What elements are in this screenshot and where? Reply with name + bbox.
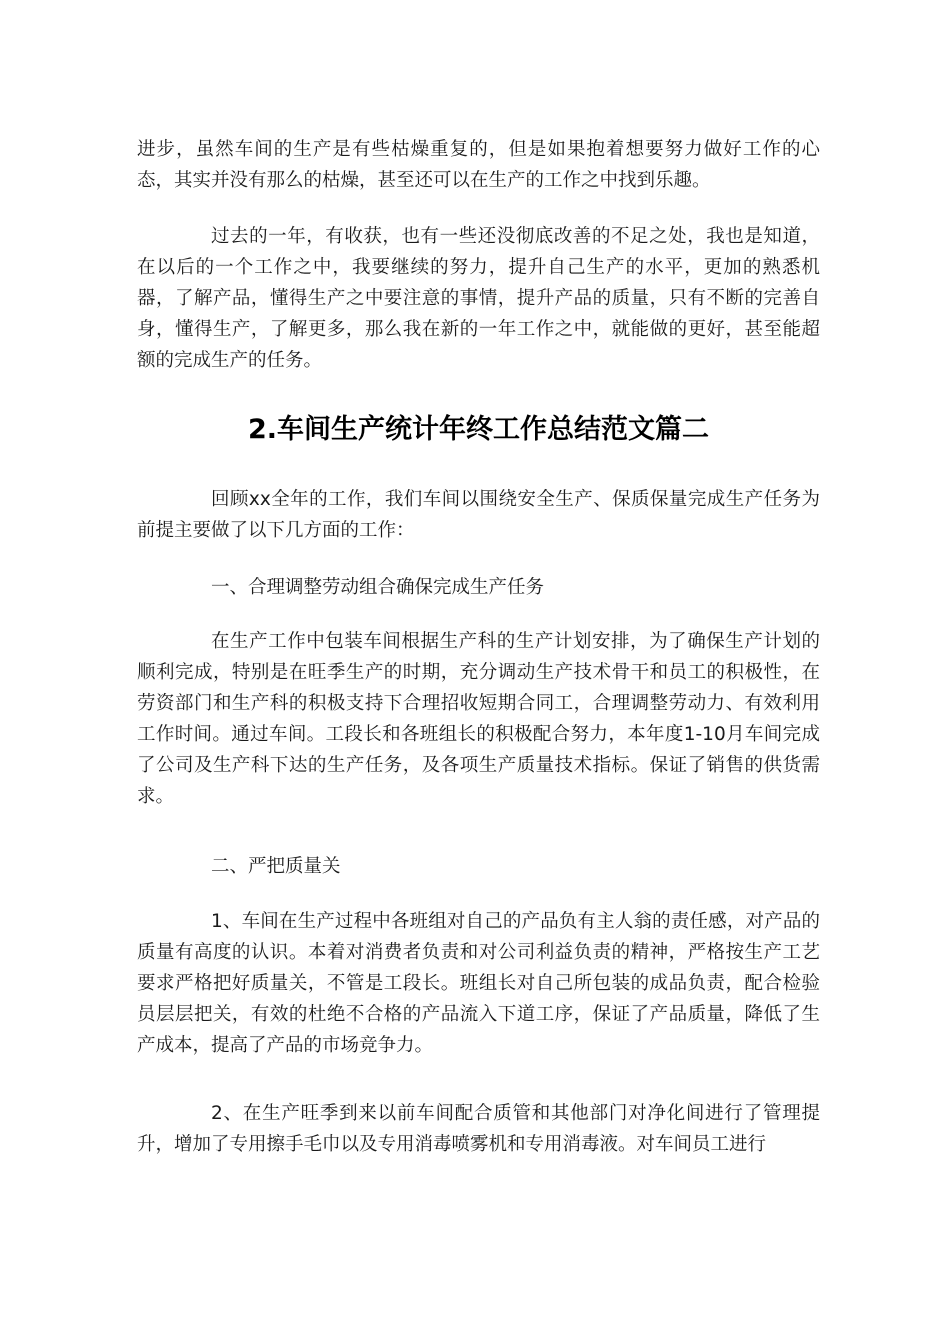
- paragraph-labor: 在生产工作中包装车间根据生产科的生产计划安排，为了确保生产计划的顺利完成，特别是在旺季生产的时期，充分调动生产技术骨干和员工的积极性，在劳资部门和生产科的积极支持下合理招收短期合同工，合理调整劳动力、有效利用工作时间。通过车间。工段长和各班组长的积极配合努力，本年度1-10月车间完成了公司及生产科下达的生产任务，及各项生产质量技术指标。保证了销售的供货需求。: [137, 631, 820, 807]
- subheading-labor: 一、合理调整劳动组合确保完成生产任务: [211, 577, 545, 598]
- paragraph-quality-1: 1、车间在生产过程中各班组对自己的产品负有主人翁的责任感，对产品的质量有高度的认识。本着对消费者负责和对公司利益负责的精神，严格按生产工艺要求严格把好质量关，不管是工段长。班组长对自己所包装的成品负责，配合检验员层层把关，有效的杜绝不合格的产品流入下道工序，保证了产品质量，降低了生产成本，提高了产品的市场竞争力。: [137, 911, 820, 1056]
- paragraph-quality-2: 2、在生产旺季到来以前车间配合质管和其他部门对净化间进行了管理提升，增加了专用擦手毛巾以及专用消毒喷雾机和专用消毒液。对车间员工进行: [137, 1103, 820, 1155]
- paragraph-review: 回顾xx全年的工作，我们车间以围绕安全生产、保质保量完成生产任务为前提主要做了以下几方面的工作：: [137, 489, 820, 541]
- subheading-quality: 二、严把质量关: [211, 856, 341, 877]
- paragraph-past-year: 过去的一年，有收获，也有一些还没彻底改善的不足之处，我也是知道，在以后的一个工作之中，我要继续的努力，提升自己生产的水平，更加的熟悉机器，了解产品，懂得生产之中要注意的事情，提升产品的质量，只有不断的完善自身，懂得生产，了解更多，那么我在新的一年工作之中，就能做的更好，甚至能超额的完成生产的任务。: [137, 226, 820, 371]
- section-heading: 2.车间生产统计年终工作总结范文篇二: [247, 414, 710, 445]
- paragraph-continuation: 进步，虽然车间的生产是有些枯燥重复的，但是如果抱着想要努力做好工作的心态，其实并没有那么的枯燥，甚至还可以在生产的工作之中找到乐趣。: [137, 139, 820, 191]
